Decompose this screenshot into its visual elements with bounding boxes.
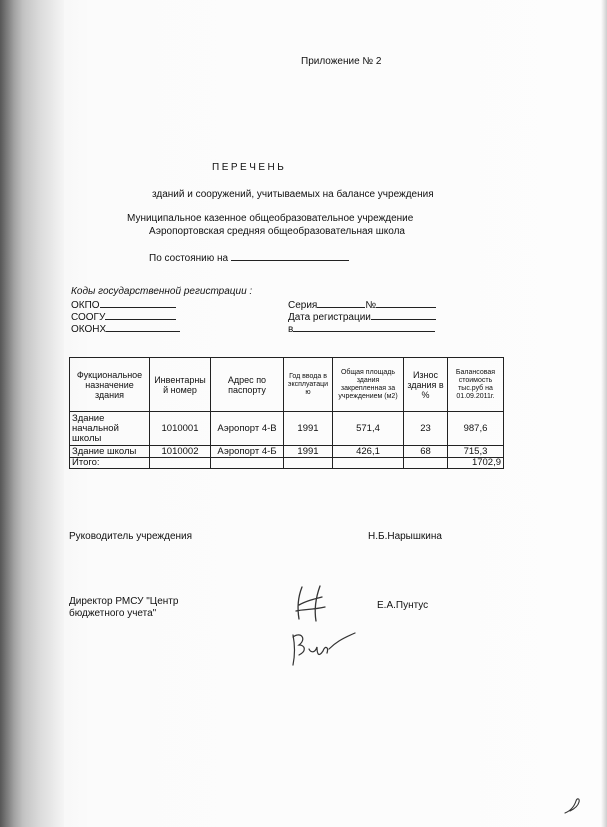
- director-name: Е.А.Пунтус: [377, 600, 429, 611]
- okonh-blank: [106, 322, 180, 332]
- okpo-label: ОКПО: [71, 300, 100, 311]
- registration-date-blank: [371, 310, 436, 320]
- director-title-line-2: бюджетного учета": [69, 608, 157, 619]
- registration-place-blank: [293, 322, 435, 332]
- empty-cell: [211, 458, 284, 469]
- okonh-label: ОКОНХ: [71, 324, 107, 335]
- column-header-wear: Износ здания в %: [404, 358, 448, 412]
- soogu-blank: [105, 310, 176, 320]
- handwritten-initials-signature: [292, 583, 332, 625]
- empty-cell: [150, 458, 211, 469]
- cell-wear: 23: [404, 412, 448, 446]
- cell-purpose: Здание начальной школы: [70, 412, 150, 446]
- as-of-date-line: [149, 251, 349, 264]
- as-of-date-blank: [231, 251, 349, 261]
- cell-purpose: Здание школы: [70, 446, 150, 458]
- empty-cell: [333, 458, 404, 469]
- total-value: 1702,9: [448, 458, 504, 469]
- empty-cell: [404, 458, 448, 469]
- document-title: ПЕРЕЧЕНЬ: [212, 162, 287, 173]
- column-header-inventory-number: Инвентарны й номер: [150, 358, 211, 412]
- cell-address: Аэропорт 4-В: [211, 412, 284, 446]
- cell-balance-value: 987,6: [448, 412, 504, 446]
- page-edge-shadow: [601, 0, 607, 827]
- soogu-label: СООГУ: [71, 312, 106, 323]
- column-header-area: Общая площадь здания закрепленная за учреждением (м2): [333, 358, 404, 412]
- column-header-year: Год ввода в эксплуатаци ю: [284, 358, 333, 412]
- director-title-line-1: Директор РМСУ "Центр: [69, 596, 179, 607]
- cell-year: 1991: [284, 446, 333, 458]
- as-of-label: По состоянию на: [149, 253, 229, 264]
- registration-codes-heading: Коды государственной регистрации :: [71, 286, 253, 297]
- cell-wear: 68: [404, 446, 448, 458]
- column-header-purpose: Фукциональное назначение здания: [70, 358, 150, 412]
- column-header-address: Адрес по паспорту: [211, 358, 284, 412]
- series-label: Серия: [288, 300, 318, 311]
- table-row: [70, 412, 504, 446]
- cell-inventory-number: 1010001: [150, 412, 211, 446]
- corner-pen-mark: [562, 793, 586, 817]
- appendix-label: Приложение № 2: [301, 56, 382, 67]
- registration-date-label: Дата регистрации: [288, 312, 371, 323]
- organization-line-2: Аэропортовская средняя общеобразовательная школа: [149, 226, 405, 237]
- cell-inventory-number: 1010002: [150, 446, 211, 458]
- registration-place-line: [288, 322, 435, 335]
- column-header-balance-value: Балансовая стоимость тыс.руб на 01.09.2011г.: [448, 358, 504, 412]
- table-row: [70, 446, 504, 458]
- cell-area: 571,4: [333, 412, 404, 446]
- page-binding-shadow: [0, 0, 64, 827]
- cell-address: Аэропорт 4-Б: [211, 446, 284, 458]
- number-label: №: [365, 300, 377, 311]
- head-of-institution-label: Руководитель учреждения: [69, 531, 193, 542]
- registration-place-label: в: [288, 324, 294, 335]
- empty-cell: [284, 458, 333, 469]
- head-of-institution-name: Н.Б.Нарышкина: [368, 531, 442, 542]
- cell-balance-value: 715,3: [448, 446, 504, 458]
- handwritten-signature: [289, 625, 359, 670]
- cell-year: 1991: [284, 412, 333, 446]
- buildings-table: [69, 357, 504, 469]
- table-header-row: [70, 358, 504, 412]
- okonh-line: [71, 322, 180, 335]
- series-blank: [317, 298, 365, 308]
- document-subtitle: зданий и сооружений, учитываемых на балансе учреждения: [152, 189, 434, 200]
- total-label: Итого:: [70, 458, 150, 469]
- okpo-blank: [100, 298, 176, 308]
- number-blank: [376, 298, 436, 308]
- table-total-row: [70, 458, 504, 469]
- cell-area: 426,1: [333, 446, 404, 458]
- organization-line-1: Муниципальное казенное общеобразовательное учреждение: [127, 213, 414, 224]
